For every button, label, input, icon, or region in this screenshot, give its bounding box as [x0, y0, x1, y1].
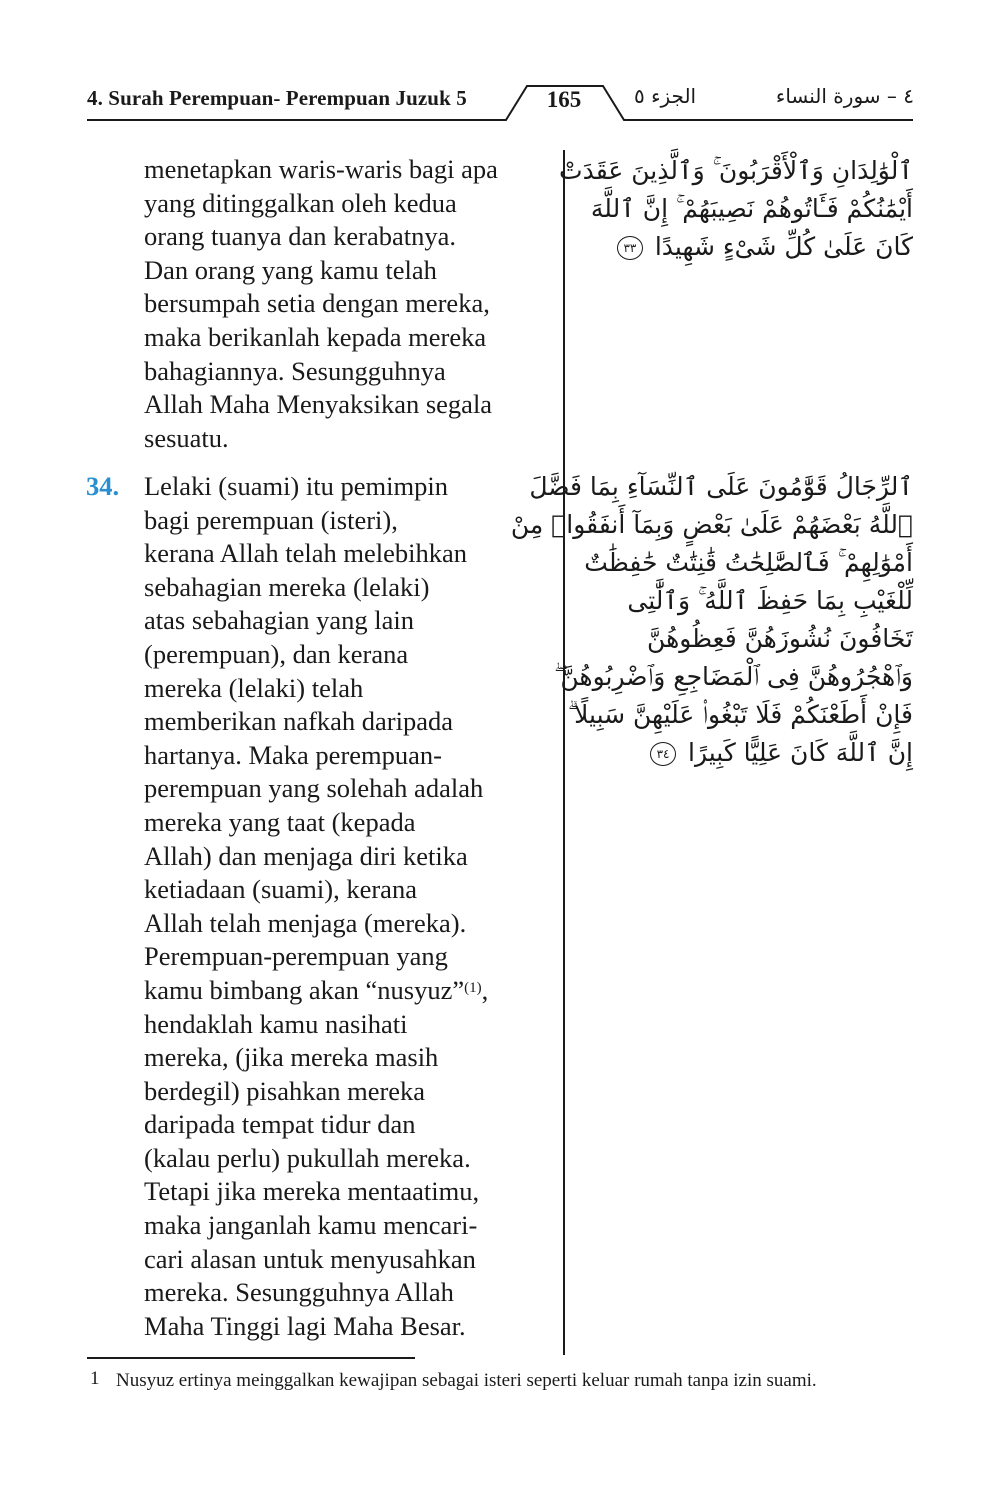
arabic-line: أَمْوَٰلِهِمْ ۚ فَٱلصَّٰلِحَٰتُ قَٰنِتَٰتٌ حَٰفِظَٰتٌ: [584, 548, 913, 577]
footnote-ref-punctuation: ,: [481, 974, 489, 1005]
translation-line: Lelaki (suami) itu pemimpin: [144, 471, 448, 501]
translation-line: (kalau perlu) pukullah mereka.: [144, 1142, 471, 1173]
arabic-line: لِّلْغَيْبِ بِمَا حَفِظَ ٱللَّهُ ۚ وَٱلَّٰتِى: [627, 586, 913, 615]
translation-line: mereka yang taat (kepada: [144, 806, 416, 837]
column-divider: [563, 150, 565, 1355]
translation-line: Tetapi jika mereka mentaatimu,: [144, 1176, 480, 1207]
footnote-number: 1: [90, 1368, 100, 1389]
ayah-end-marker: ٣٤: [650, 742, 676, 766]
verse-34-malay-translation: [144, 470, 556, 1343]
translation-line: mereka, (jika mereka masih: [144, 1042, 439, 1073]
arabic-line: أَيْمَٰنُكُمْ فَـَٔاتُوهُمْ نَصِيبَهُمْ ۚ إِنَّ ٱللَّهَ: [590, 194, 913, 223]
arabic-line: ٱلرِّجَالُ قَوَّٰمُونَ عَلَى ٱلنِّسَآءِ بِمَا فَضَّلَ: [529, 472, 913, 501]
translation-line: bahagiannya. Sesungguhnya: [144, 355, 446, 386]
verse-number: 34.: [86, 471, 120, 501]
arabic-line: كَانَ عَلَىٰ كُلِّ شَىْءٍ شَهِيدًا: [654, 232, 913, 261]
translation-line: atas sebahagian yang lain: [144, 605, 415, 636]
translation-line: ketiadaan (suami), kerana: [144, 874, 417, 905]
translation-line: yang ditinggalkan oleh kedua: [144, 187, 457, 218]
juz-arabic-label: الجزء ٥: [634, 84, 697, 108]
translation-line: bersumpah setia dengan mereka,: [144, 288, 490, 319]
translation-line: mereka (lelaki) telah: [144, 672, 364, 703]
arabic-line: فَإِنْ أَطَعْنَكُمْ فَلَا تَبْغُوا۟ عَلَيْهِنَّ سَبِيلًا ۗ: [567, 700, 913, 729]
arabic-line: ٱللَّهُ بَعْضَهُمْ عَلَىٰ بَعْضٍ وَبِمَآ أَنفَقُوا۟ مِنْ: [510, 510, 913, 539]
translation-line: cari alasan untuk menyusahkan: [144, 1243, 476, 1274]
footnote-rule: [87, 1357, 415, 1359]
verse-34-arabic-text: [510, 468, 913, 772]
translation-line: Maha Tinggi lagi Maha Besar.: [144, 1310, 466, 1341]
surah-arabic-label: ٤ – سورة النساء: [775, 84, 914, 108]
arabic-line: إِنَّ ٱللَّهَ كَانَ عَلِيًّا كَبِيرًا: [688, 738, 913, 767]
translation-line: Dan orang yang kamu telah: [144, 254, 437, 285]
translation-line: daripada tempat tidur dan: [144, 1109, 416, 1140]
running-title: 4. Surah Perempuan- Perempuan Juzuk 5: [87, 86, 467, 110]
translation-line: orang tuanya dan kerabatnya.: [144, 221, 456, 252]
translation-line: bagi perempuan (isteri),: [144, 504, 398, 535]
translation-line: maka berikanlah kepada mereka: [144, 321, 487, 352]
page-number: 165: [546, 87, 582, 112]
ayah-end-marker: ٣٣: [617, 236, 643, 260]
translation-line: Perempuan-perempuan yang: [144, 941, 448, 972]
arabic-line-last: [583, 734, 913, 772]
translation-line: perempuan yang solehah adalah: [144, 773, 484, 804]
verse-33-arabic-text: [559, 152, 913, 266]
arabic-line: ٱلْوَٰلِدَانِ وَٱلْأَقْرَبُونَ ۚ وَٱلَّذِينَ عَقَدَتْ: [559, 156, 913, 185]
arabic-line: تَخَافُونَ نُشُوزَهُنَّ فَعِظُوهُنَّ: [647, 624, 913, 653]
translation-line: sesuatu.: [144, 422, 229, 453]
translation-line: hartanya. Maka perempuan-: [144, 739, 442, 770]
translation-line: kamu bimbang akan “nusyuz”: [144, 974, 465, 1005]
verse-33-malay-translation: [144, 153, 556, 455]
translation-line: memberikan nafkah daripada: [144, 706, 454, 737]
header-rule: [0, 0, 1000, 140]
translation-line: menetapkan waris-waris bagi apa: [144, 154, 498, 184]
translation-line: sebahagian mereka (lelaki): [144, 571, 430, 602]
translation-line: Allah telah menjaga (mereka).: [144, 907, 467, 938]
arabic-line: وَٱهْجُرُوهُنَّ فِى ٱلْمَضَاجِعِ وَٱضْرِبُوهُنَّ ۖ: [554, 662, 913, 691]
translation-line: (perempuan), dan kerana: [144, 638, 409, 669]
translation-line: Allah) dan menjaga diri ketika: [144, 840, 468, 871]
translation-line: berdegil) pisahkan mereka: [144, 1075, 426, 1106]
footnote-text: Nusyuz ertinya meinggalkan kewajipan sebagai isteri seperti keluar rumah tanpa izin suami.: [116, 1370, 817, 1391]
translation-line: kerana Allah telah melebihkan: [144, 538, 468, 569]
arabic-line-last: [583, 228, 913, 266]
translation-line-with-footnote: [144, 974, 556, 1008]
translation-line: mereka. Sesungguhnya Allah: [144, 1277, 454, 1308]
translation-line: maka janganlah kamu mencari-: [144, 1210, 478, 1241]
translation-line: Allah Maha Menyaksikan segala: [144, 389, 493, 420]
footnote-reference[interactable]: (1): [464, 979, 482, 996]
translation-line: hendaklah kamu nasihati: [144, 1008, 408, 1039]
